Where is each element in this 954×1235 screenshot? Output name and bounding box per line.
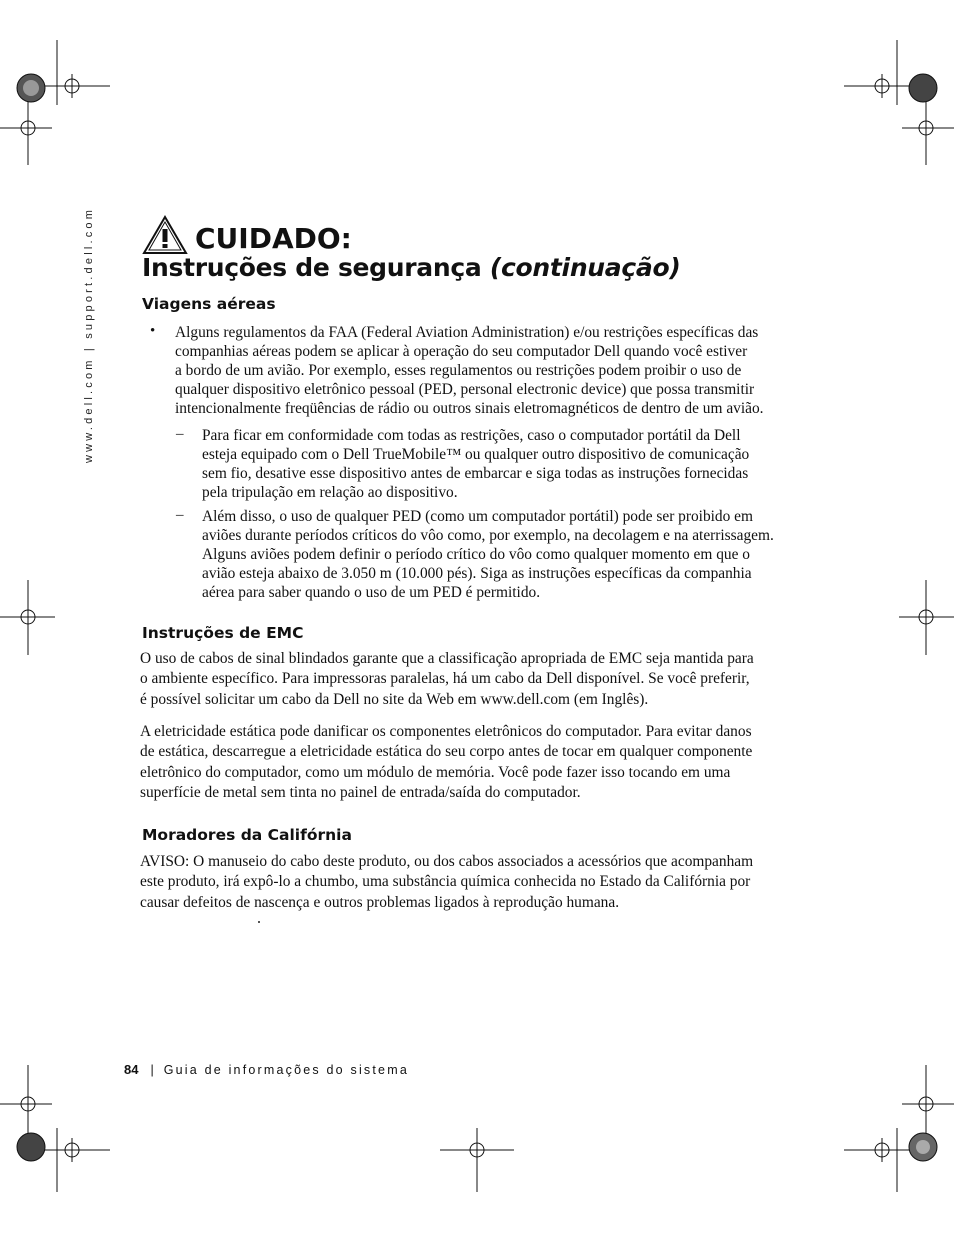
- text-line: avião esteja abaixo de 3.050 m (10.000 pés). Siga as instruções específicas da companhia: [202, 565, 752, 582]
- text-line: superfície de metal sem tinta no painel de entrada/saída do computador.: [140, 783, 581, 801]
- text-line: Alguns regulamentos da FAA (Federal Aviation Administration) e/ou restrições específicas das: [175, 324, 759, 341]
- air-travel-sub-item-1: [202, 426, 749, 502]
- emc-paragraph-2: [140, 722, 752, 803]
- text-line: aérea para saber quando o uso de um PED é permitido.: [202, 584, 541, 601]
- stray-dot: [258, 921, 260, 923]
- bullet-marker: •: [150, 323, 156, 339]
- text-line: sem fio, desative esse dispositivo antes de embarcar e siga todas as instruções fornecidas: [202, 465, 749, 482]
- text-line: causar defeitos de nascença e outros problemas ligados à reprodução humana.: [140, 893, 620, 911]
- dash-marker: –: [176, 507, 184, 523]
- emc-paragraph-1: [140, 649, 754, 710]
- text-line: intencionalmente freqüências de rádio ou outros sinais eletromagnéticos de dentro de um avião.: [175, 400, 764, 417]
- text-line: este produto, irá expô-lo a chumbo, uma substância química conhecida no Estado da Califórnia por: [140, 873, 751, 891]
- page-title: [142, 252, 680, 284]
- text-line: esteja equipado com o Dell TrueMobile™ ou qualquer outro dispositivo de comunicação: [202, 446, 750, 463]
- text-line: a bordo de um avião. Por exemplo, esses regulamentos ou restrições podem proibir o uso de: [175, 362, 742, 379]
- heading-cuidado: CUIDADO:: [195, 222, 352, 255]
- page-footer: [124, 1062, 409, 1077]
- text-line: o ambiente específico. Para impressoras paralelas, há um cabo da Dell disponível. Se você preferir,: [140, 670, 750, 688]
- text-line: O uso de cabos de sinal blindados garante que a classificação apropriada de EMC seja mantida para: [140, 650, 754, 667]
- section-title-california: Moradores da Califórnia: [142, 826, 352, 844]
- text-line: qualquer dispositivo eletrônico pessoal (PED, personal electronic device) que possa transmitir: [175, 381, 755, 398]
- text-line: eletrônico do computador, como um módulo de memória. Você pode fazer isso tocando em uma: [140, 763, 731, 781]
- text-line: companhias aéreas podem se aplicar à operação do seu computador Dell quando você estiver: [175, 343, 748, 360]
- notice-label: AVISO:: [140, 853, 190, 870]
- page-number: 84: [124, 1062, 139, 1077]
- dash-marker: –: [176, 426, 184, 442]
- guide-title: Guia de informações do sistema: [163, 1063, 409, 1077]
- text-line: aviões durante períodos críticos do vôo como, por exemplo, na decolagem e na aterrissagem.: [202, 527, 774, 544]
- text-line: Além disso, o uso de qualquer PED (como um computador portátil) pode ser proibido em: [202, 508, 753, 525]
- text-line: de estática, descarregue a eletricidade estática do seu corpo antes de tocar em qualquer componente: [140, 743, 753, 761]
- text-line: A eletricidade estática pode danificar os componentes eletrônicos do computador. Para evitar danos: [140, 723, 752, 740]
- page-title-main: Instruções de segurança: [142, 253, 482, 282]
- text-fragment: O manuseio do cabo deste produto, ou dos cabos associados a acessórios que acompanham: [189, 853, 754, 870]
- text-fragment: (em Inglês).: [570, 690, 649, 708]
- footer-separator: |: [150, 1063, 154, 1077]
- text-line: [140, 690, 754, 710]
- text-line: [140, 852, 753, 872]
- text-line: pela tripulação em relação ao dispositivo.: [202, 484, 458, 501]
- warning-triangle-icon: [142, 215, 188, 255]
- air-travel-sub-item-2: [202, 507, 774, 602]
- text-line: Alguns aviões podem definir o período crítico do vôo como qualquer momento em que o: [202, 546, 750, 563]
- side-url: www.dell.com | support.dell.com: [83, 206, 95, 463]
- page-title-continuation: (continuação): [489, 253, 681, 282]
- text-line: Para ficar em conformidade com todas as restrições, caso o computador portátil da Dell: [202, 427, 741, 444]
- dell-website-link[interactable]: www.dell.com: [480, 690, 571, 708]
- air-travel-bullet-paragraph: [175, 323, 764, 418]
- california-notice: [140, 852, 753, 913]
- section-title-emc: Instruções de EMC: [142, 624, 304, 642]
- section-title-air-travel: Viagens aéreas: [142, 295, 276, 313]
- text-fragment: é possível solicitar um cabo da Dell no site da Web em: [140, 690, 481, 708]
